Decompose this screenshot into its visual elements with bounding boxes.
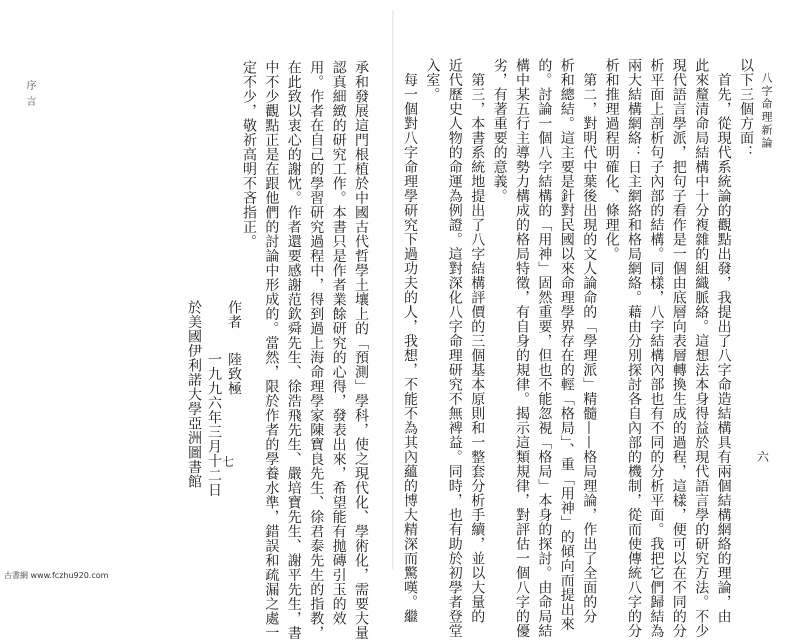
right-page-text-column: 劣，有著重要的意義。 <box>491 58 508 203</box>
side-label: 序言 <box>24 80 35 112</box>
signature-place: 於美國伊利諾大學亞洲圖書館 <box>186 300 202 489</box>
right-page-text-column: 現代語言學派，把句子看作是一個由底層向表層轉換生成的過程，這樣，便可以在不同的分 <box>670 58 687 638</box>
left-page-text-column: 在此致以衷心的謝忱。作者還要感謝范欽舜先生、徐浩飛先生、嚴培寶先生、謝平先生，書 <box>285 60 302 640</box>
left-page-text-column: 用。作者在自己的學習研究過程中，得到過上海命理學家陳寶良先生、徐君泰先生的指教， <box>308 60 325 640</box>
right-page-text-column: 析和總結。這主要是針對民國以來命理學界存在的輕「格局」、重「用神」的傾向而提出來 <box>558 58 575 631</box>
page-number-right: 六 <box>757 450 770 464</box>
right-page-text-column: 入室。 <box>424 58 441 102</box>
right-page-text-column: 第三，本書系統地提出了八字結構評價的三個基本原則和一整套分析手續，並以大量的 <box>469 58 486 624</box>
right-page-text-column: 析平面上剖析句子內部的結構。同樣，八字結構內部也有不同的分析平面。我把它們歸結為 <box>648 58 665 638</box>
running-head: 八字命理新論 <box>760 72 773 150</box>
signature-date: 一九九六年三月十二日 <box>206 352 222 497</box>
right-page-text-column: 近代歷史人物的命運為例證。這對深化八字命理研究不無裨益。同時，也有助於初學者登堂 <box>446 58 463 638</box>
page-gutter <box>392 10 394 570</box>
left-page-text-column: 定不少，敬祈高明不吝指正。 <box>241 60 257 249</box>
right-page-text-column: 第二，對明代中葉後出現的文人論命的「學理派」精髓——格局理論，作出了全面的分 <box>581 58 598 624</box>
right-page-text-column: 兩大結構網絡：日主網絡和格局網絡。藉由分別探討各自內部的機制，從而使傳統八字的分 <box>626 58 642 638</box>
signature-author-label: 作者 <box>226 300 242 329</box>
left-page-text-column: 承和發展這門根植於中國古代哲學土壤上的「預測」學科，使之現代化、學術化，需要大量 <box>353 60 369 640</box>
right-page-text-column: 此來釐清命局結構中十分複雜的組織脈絡。這想法本身得益於現代語言學的研究方法。不少 <box>693 58 710 638</box>
right-page-text-column: 的。討論一個八字結構的「用神」固然重要，但也不能忽視「格局」本身的探討。由命局結 <box>536 58 553 638</box>
left-page-text-column: 中不少觀點正是在跟他們的討論中形成的。當然，限於作者的學養水準，錯誤和疏漏之處一 <box>263 60 280 640</box>
watermark: 古書網 www.fczhu920.com <box>4 571 109 580</box>
right-page-text-column: 構中某五行主導勢力構成的格局特徵，有自身的規律。揭示這類規律，對評估一個八字的優 <box>514 58 530 638</box>
left-page-text-column: 認真細緻的研究工作。本書只是作者業餘研究的心得，發表出來，希望能有拋磚引玉的效 <box>330 60 347 626</box>
right-page-text-column: 以下三個方面： <box>738 58 754 160</box>
right-page-text-column: 首先，從現代系統論的觀點出發，我提出了八字命造結構具有兩個結構網絡的理論，由 <box>715 58 732 624</box>
page-number-left: 七 <box>222 455 235 469</box>
right-page-text-column: 每一個對八字命理學研究下過功夫的人，我想，不能不為其內蘊的博大精深而驚嘆。繼 <box>402 58 418 624</box>
signature-author-name: 陸致極 <box>226 352 242 396</box>
right-page-text-column: 析和推理過程明確化、條理化。 <box>603 58 620 261</box>
